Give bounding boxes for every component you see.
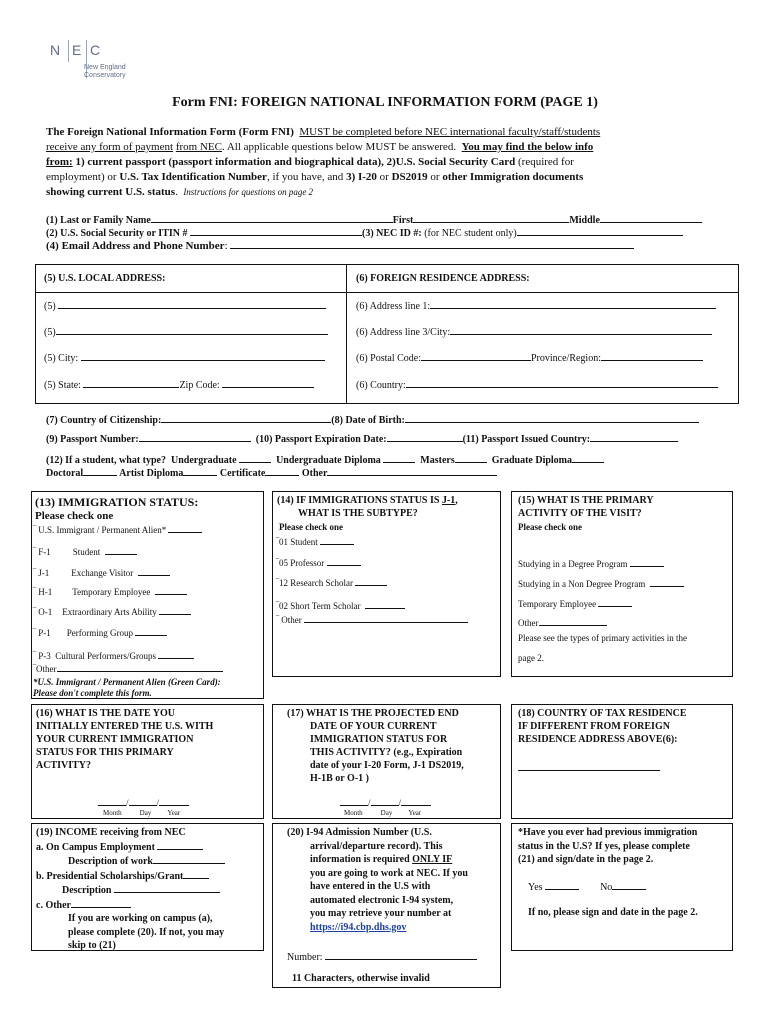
q14-check-one: Please check one bbox=[279, 522, 343, 532]
q4-row: (4) Email Address and Phone Number: bbox=[46, 239, 726, 252]
q17-title: (17) WHAT IS THE PROJECTED END DATE OF YOUR CURRENT IMMIGRATION STATUS FOR THIS ACTIVITY? (e.g., Expiration date of your I-20 Form, J-1 DS2019, H-1B or O-1 ) bbox=[287, 708, 464, 784]
q16-date-field[interactable]: / / bbox=[98, 796, 189, 808]
passport-number-field[interactable] bbox=[139, 432, 251, 442]
foreign-city-field[interactable] bbox=[450, 325, 712, 335]
q14-option-01[interactable]: ‾01 Student bbox=[276, 535, 354, 547]
q7-q8-row: (7) Country of Citizenship: (8) Date of Birth: bbox=[46, 413, 699, 426]
checkbox-icon: ‾ bbox=[33, 547, 36, 557]
masters-check[interactable] bbox=[455, 453, 487, 463]
checkbox-icon: ‾ bbox=[33, 628, 36, 638]
q13-option-o1[interactable]: ‾ O-1 Extraordinary Arts Ability bbox=[33, 605, 191, 617]
q14-option-12[interactable]: ‾12 Research Scholar bbox=[276, 576, 387, 588]
email-phone-field[interactable] bbox=[230, 239, 634, 249]
work-description-field[interactable] bbox=[153, 854, 225, 864]
no-field[interactable] bbox=[612, 880, 646, 890]
checkbox-icon: ‾ bbox=[276, 578, 279, 588]
q14-option-05[interactable]: ‾05 Professor bbox=[276, 556, 361, 568]
foreign-country: (6) Country: bbox=[356, 378, 718, 391]
logo-line2: Conservatory bbox=[84, 72, 126, 79]
certificate-check[interactable] bbox=[265, 466, 299, 476]
nec-id-field[interactable] bbox=[517, 226, 683, 236]
i94-number-field[interactable] bbox=[325, 950, 477, 960]
local-city-field[interactable] bbox=[81, 351, 325, 361]
passport-country-field[interactable] bbox=[590, 432, 678, 442]
q12-row-2: Doctoral Artist Diploma Certificate Other bbox=[46, 466, 497, 479]
q14-option-other[interactable]: ‾ Other bbox=[276, 613, 468, 625]
q16-title: (16) WHAT IS THE DATE YOU INITIALLY ENTERED THE U.S. WITH YOUR CURRENT IMMIGRATION STATUS FOR THIS PRIMARY ACTIVITY? bbox=[36, 708, 214, 771]
checkbox-icon: ‾ bbox=[33, 664, 36, 674]
q13-title: (13) IMMIGRATION STATUS: bbox=[35, 495, 199, 509]
logo-letter-n: N bbox=[50, 42, 62, 58]
q12-row-1: (12) If a student, what type? Undergraduate Undergraduate Diploma Masters Graduate Diploma bbox=[46, 453, 604, 466]
q15-title-2: ACTIVITY OF THE VISIT? bbox=[518, 508, 642, 519]
logo-letter-c: C bbox=[90, 42, 102, 58]
scholarship-field[interactable] bbox=[183, 869, 209, 879]
local-state-zip: (5) State: Zip Code: bbox=[44, 378, 314, 391]
q13-note-2: Please don't complete this form. bbox=[33, 688, 152, 698]
checkbox-icon: ‾ bbox=[33, 607, 36, 617]
q19-content: (19) INCOME receiving from NEC a. On Campus Employment Description of work b. Presidential Scholarships/Grant Description c. Other If you are working on campus (a), please complete (20). If not, you may skip to (21) bbox=[36, 827, 225, 951]
local-address-1-field[interactable] bbox=[58, 299, 326, 309]
foreign-line-2: (6) Address line 3/City: bbox=[356, 325, 712, 338]
foreign-address-1-field[interactable] bbox=[430, 299, 716, 309]
checkbox-icon: ‾ bbox=[33, 651, 36, 661]
q17-date-labels: Month Day Year bbox=[344, 809, 422, 817]
local-line-2: (5) bbox=[44, 325, 328, 338]
q13-subtitle: Please check one bbox=[35, 510, 114, 522]
q13-option-f1[interactable]: ‾ F-1 Student bbox=[33, 545, 137, 557]
scholarship-description-field[interactable] bbox=[114, 883, 220, 893]
undergrad-check[interactable] bbox=[239, 453, 271, 463]
foreign-postal-field[interactable] bbox=[421, 351, 531, 361]
first-name-field[interactable] bbox=[413, 213, 569, 223]
local-address-2-field[interactable] bbox=[56, 325, 328, 335]
q21-yes-no: Yes No bbox=[528, 880, 646, 893]
grad-diploma-check[interactable] bbox=[572, 453, 604, 463]
q14-subtitle: WHAT IS THE SUBTYPE? bbox=[298, 508, 418, 519]
q14-title: (14) IF IMMIGRATIONS STATUS IS J-1, bbox=[277, 495, 458, 506]
foreign-line-1: (6) Address line 1: bbox=[356, 299, 716, 312]
doctoral-check[interactable] bbox=[83, 466, 117, 476]
page-title: Form FNI: FOREIGN NATIONAL INFORMATION FORM (PAGE 1) bbox=[172, 95, 598, 110]
local-state-field[interactable] bbox=[83, 378, 179, 388]
q16-date-labels: Month Day Year bbox=[103, 809, 181, 817]
q13-option-p3[interactable]: ‾ P-3 Cultural Performers/Groups bbox=[33, 649, 194, 661]
q21-note: If no, please sign and date in the page 2. bbox=[528, 907, 698, 918]
other-degree-field[interactable] bbox=[327, 466, 497, 476]
local-address-title: (5) U.S. LOCAL ADDRESS: bbox=[44, 273, 166, 284]
foreign-country-field[interactable] bbox=[406, 378, 718, 388]
q13-option-h1[interactable]: ‾ H-1 Temporary Employee bbox=[33, 585, 187, 597]
logo-divider bbox=[68, 40, 69, 62]
logo-line1: New England bbox=[84, 64, 126, 71]
q13-note-1: *U.S. Immigrant / Permanent Alien (Green Card): bbox=[33, 677, 221, 687]
q21-content: *Have you ever had previous immigration status in the U.S? If yes, please complete (21) and sign/date in the page 2. bbox=[518, 827, 698, 865]
q15-option-other[interactable]: Other bbox=[518, 616, 607, 628]
q20-content: (20) I-94 Admission Number (U.S. arrival/departure record). This information is required ONLY IF you are going to work at NEC. If you have entered in the U.S with automated electronic I-94 system, you may retrieve your number at https://i94.cbp.dhs.gov bbox=[287, 827, 468, 933]
checkbox-icon: ‾ bbox=[276, 615, 279, 625]
local-city: (5) City: bbox=[44, 351, 325, 364]
q13-option-other[interactable]: ‾Other bbox=[33, 662, 223, 674]
last-name-field[interactable] bbox=[151, 213, 393, 223]
checkbox-icon: ‾ bbox=[276, 537, 279, 547]
logo bbox=[44, 40, 164, 82]
foreign-address-title: (6) FOREIGN RESIDENCE ADDRESS: bbox=[356, 273, 530, 284]
q15-option-temp[interactable]: Temporary Employee bbox=[518, 597, 632, 609]
intro-paragraph: The Foreign National Information Form (Form FNI) MUST be completed before NEC international faculty/staff/students receive any form of payment from NEC. All applicable questions below MUST be answered. You may find the below info from: 1) current passport (passport information and biographical data), 2)U.S. Social Security Card (required for employment) or U.S. Tax Identification Number, if you have, and 3) I-20 or DS2019 or other Immigration documents showing current U.S. status. Instructions for questions on page 2 bbox=[46, 126, 601, 198]
q20-number-row: Number: bbox=[287, 950, 477, 963]
on-campus-employment-field[interactable] bbox=[157, 840, 203, 850]
q9-q11-row: (9) Passport Number: (10) Passport Expiration Date: (11) Passport Issued Country: bbox=[46, 432, 678, 445]
local-line-1: (5) bbox=[44, 299, 326, 312]
q18-title: (18) COUNTRY OF TAX RESIDENCE IF DIFFERENT FROM FOREIGN RESIDENCE ADDRESS ABOVE(6): bbox=[518, 708, 687, 745]
yes-field[interactable] bbox=[545, 880, 579, 890]
q15-check-one: Please check one bbox=[518, 522, 582, 532]
undergrad-diploma-check[interactable] bbox=[383, 453, 415, 463]
checkbox-icon: ‾ bbox=[276, 558, 279, 568]
checkbox-icon: ‾ bbox=[33, 568, 36, 578]
q15-title-1: (15) WHAT IS THE PRIMARY bbox=[518, 495, 654, 506]
q1-row: (1) Last or Family Name First Middle bbox=[46, 213, 726, 226]
citizenship-field[interactable] bbox=[161, 413, 331, 423]
foreign-province-field[interactable] bbox=[601, 351, 703, 361]
checkbox-icon: ‾ bbox=[33, 525, 36, 535]
q15-note-2: page 2. bbox=[518, 653, 544, 663]
address-title-rule bbox=[35, 292, 739, 293]
q13-option-green-card[interactable]: ‾ U.S. Immigrant / Permanent Alien* bbox=[33, 523, 202, 535]
local-zip-field[interactable] bbox=[222, 378, 314, 388]
q14-option-02[interactable]: ‾02 Short Term Scholar bbox=[276, 599, 405, 611]
q13-option-j1[interactable]: ‾ J-1 Exchange Visitor bbox=[33, 566, 170, 578]
q15-option-degree[interactable]: Studying in a Degree Program bbox=[518, 557, 664, 569]
q18-field[interactable] bbox=[518, 770, 660, 771]
q2-row: (2) U.S. Social Security or ITIN # (3) NEC ID #: (for NEC student only) bbox=[46, 226, 726, 239]
ssn-field[interactable] bbox=[190, 226, 362, 236]
address-divider bbox=[346, 264, 347, 404]
logo-letter-e: E bbox=[72, 42, 83, 58]
checkbox-icon: ‾ bbox=[33, 587, 36, 597]
i94-link[interactable]: https://i94.cbp.dhs.gov bbox=[310, 921, 407, 933]
checkbox-icon: ‾ bbox=[276, 601, 279, 611]
q15-option-non-degree[interactable]: Studying in a Non Degree Program bbox=[518, 577, 684, 589]
q15-note-1: Please see the types of primary activities in the bbox=[518, 633, 687, 643]
passport-expiration-field[interactable] bbox=[387, 432, 463, 442]
q13-option-p1[interactable]: ‾ P-1 Performing Group bbox=[33, 626, 167, 638]
other-income-field[interactable] bbox=[71, 898, 131, 908]
artist-diploma-check[interactable] bbox=[183, 466, 217, 476]
dob-field[interactable] bbox=[405, 413, 699, 423]
foreign-postal: (6) Postal Code: Province/Region: bbox=[356, 351, 703, 364]
q20-note: 11 Characters, otherwise invalid bbox=[292, 973, 430, 984]
q17-date-field[interactable]: / / bbox=[340, 796, 431, 808]
middle-name-field[interactable] bbox=[600, 213, 702, 223]
